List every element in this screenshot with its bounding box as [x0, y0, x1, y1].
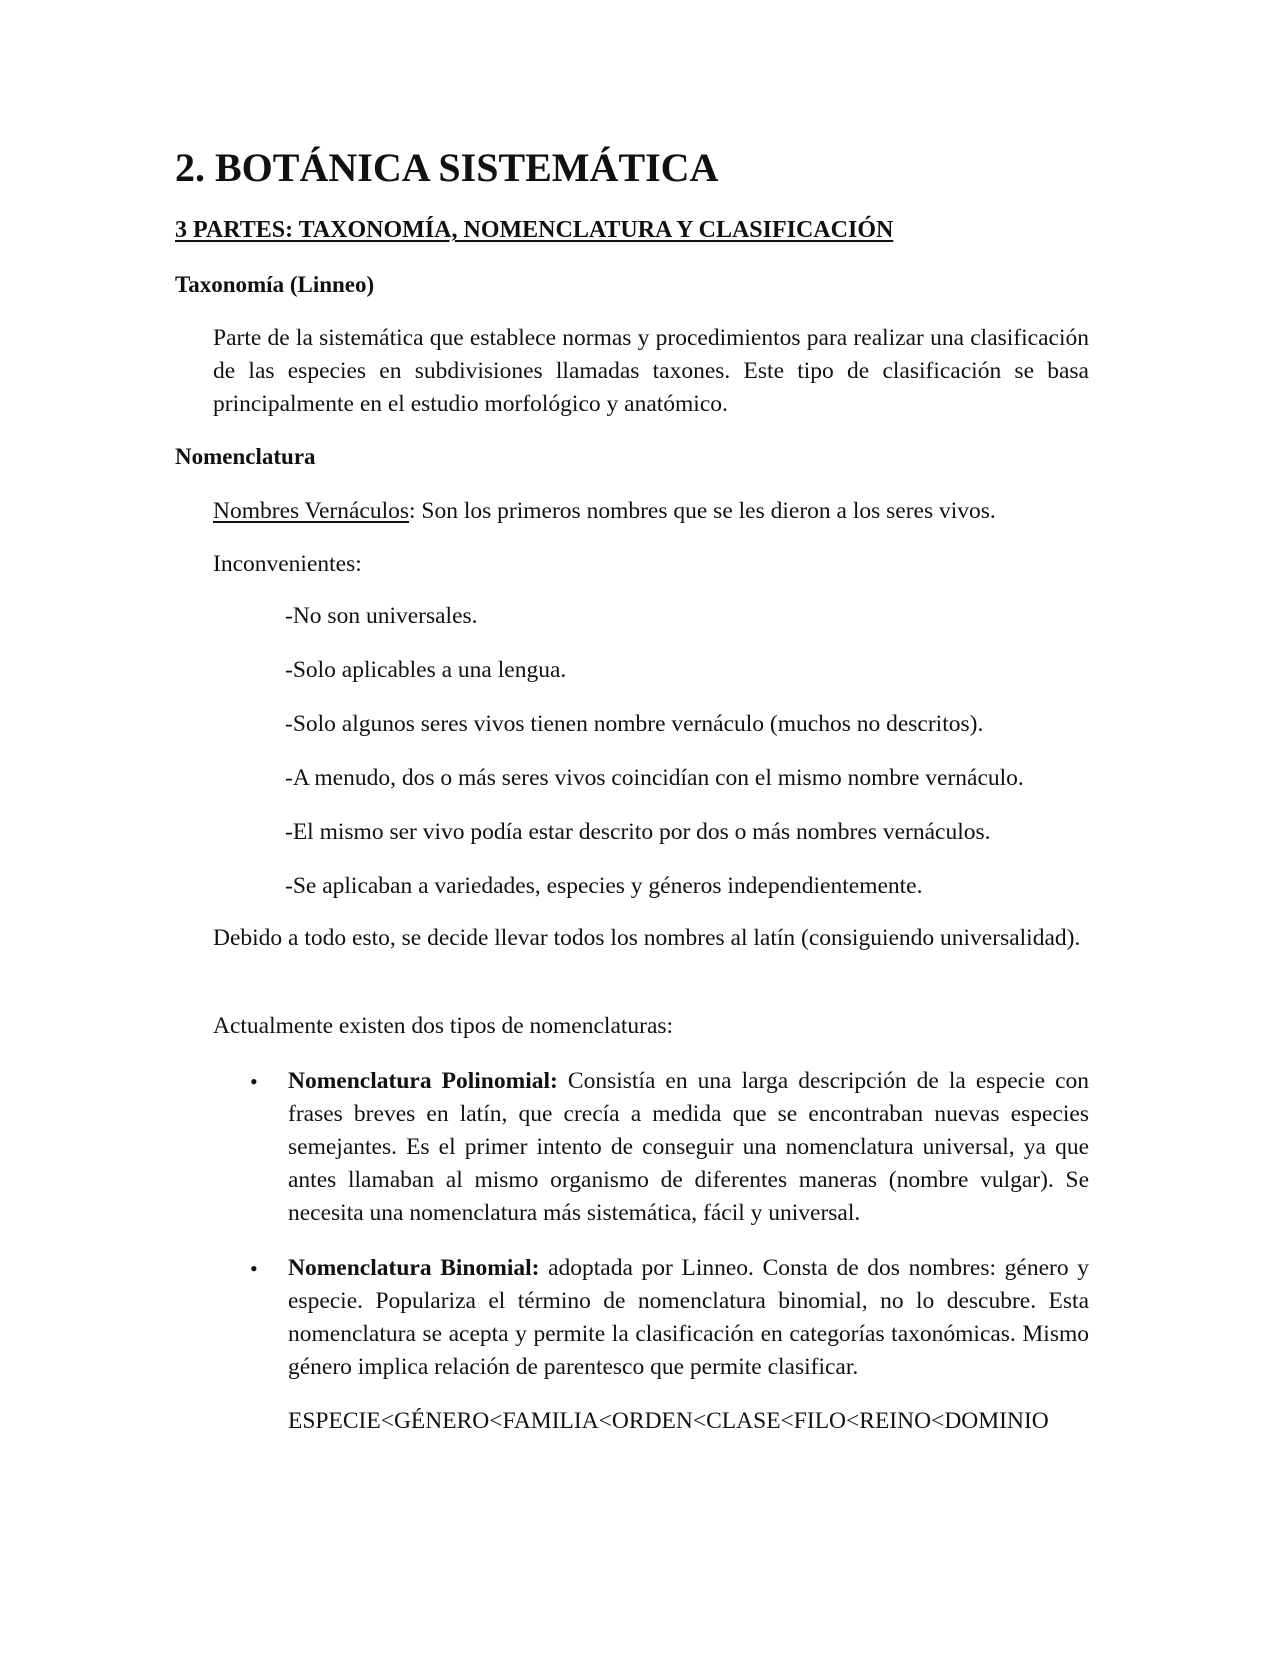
nomenclatura-heading: Nomenclatura: [175, 444, 316, 469]
vernaculos-definition: : Son los primeros nombres que se les dieron a los seres vivos.: [409, 498, 996, 524]
inconveniente-item: -El mismo ser vivo podía estar descrito por dos o más nombres vernáculos.: [285, 819, 991, 845]
inconveniente-item: -Solo aplicables a una lengua.: [285, 657, 567, 683]
inconveniente-item: -A menudo, dos o más seres vivos coincidían con el mismo nombre vernáculo.: [285, 765, 1024, 791]
section-subtitle: 3 PARTES: TAXONOMÍA, NOMENCLATURA Y CLASIFICACIÓN: [175, 217, 894, 243]
bullet-text: Consistía en una larga descripción de la especie con frases breves en latín, que crecía a medida que se encontraban nuevas especies semejantes. Es el primer intento de conseguir una nomenclatura universal, ya que antes llamaban al mismo organismo de diferentes maneras (nombre vulgar). Se necesita una nomenclatura más sistemática, fácil y universal.: [288, 1068, 1090, 1226]
bullet-binomial: [288, 1252, 1089, 1384]
inconveniente-item: -No son universales.: [285, 603, 478, 629]
bullet-dot-icon: •: [250, 1069, 258, 1094]
taxonomia-paragraph: Parte de la sistemática que establece normas y procedimientos para realizar una clasificación de las especies en subdivisiones llamadas taxones. Este tipo de clasificación se basa principalmente en el estudio morfológico y anatómico.: [213, 325, 1089, 417]
tipos-intro: Actualmente existen dos tipos de nomenclaturas:: [213, 1013, 674, 1039]
vernaculos-term: Nombres Vernáculos: [213, 498, 410, 524]
page-title: 2. BOTÁNICA SISTEMÁTICA: [175, 145, 719, 190]
conclusion-paragraph: Debido a todo esto, se decide llevar todos los nombres al latín (consiguiendo universalidad).: [213, 925, 1081, 951]
inconveniente-item: -Se aplicaban a variedades, especies y géneros independientemente.: [285, 873, 923, 899]
taxonomia-heading: Taxonomía (Linneo): [175, 272, 375, 297]
bullet-term: Nomenclatura Binomial:: [288, 1255, 540, 1281]
bullet-polinomial: [288, 1065, 1089, 1230]
inconveniente-item: -Solo algunos seres vivos tienen nombre vernáculo (muchos no descritos).: [285, 711, 984, 737]
bullet-term: Nomenclatura Polinomial:: [288, 1068, 558, 1094]
inconvenientes-label: Inconvenientes:: [213, 551, 362, 577]
vernaculos-line: [213, 500, 996, 524]
taxonomic-hierarchy: ESPECIE<GÉNERO<FAMILIA<ORDEN<CLASE<FILO<REINO<DOMINIO: [288, 1408, 1049, 1434]
bullet-text: adoptada por Linneo. Consta de dos nombres: género y especie. Populariza el término de nomenclatura binomial, no lo descubre. Esta nomenclatura se acepta y permite la clasificación en categorías taxonómicas. Mismo género implica relación de parentesco que permite clasificar.: [288, 1255, 1089, 1380]
bullet-dot-icon: •: [250, 1256, 258, 1281]
